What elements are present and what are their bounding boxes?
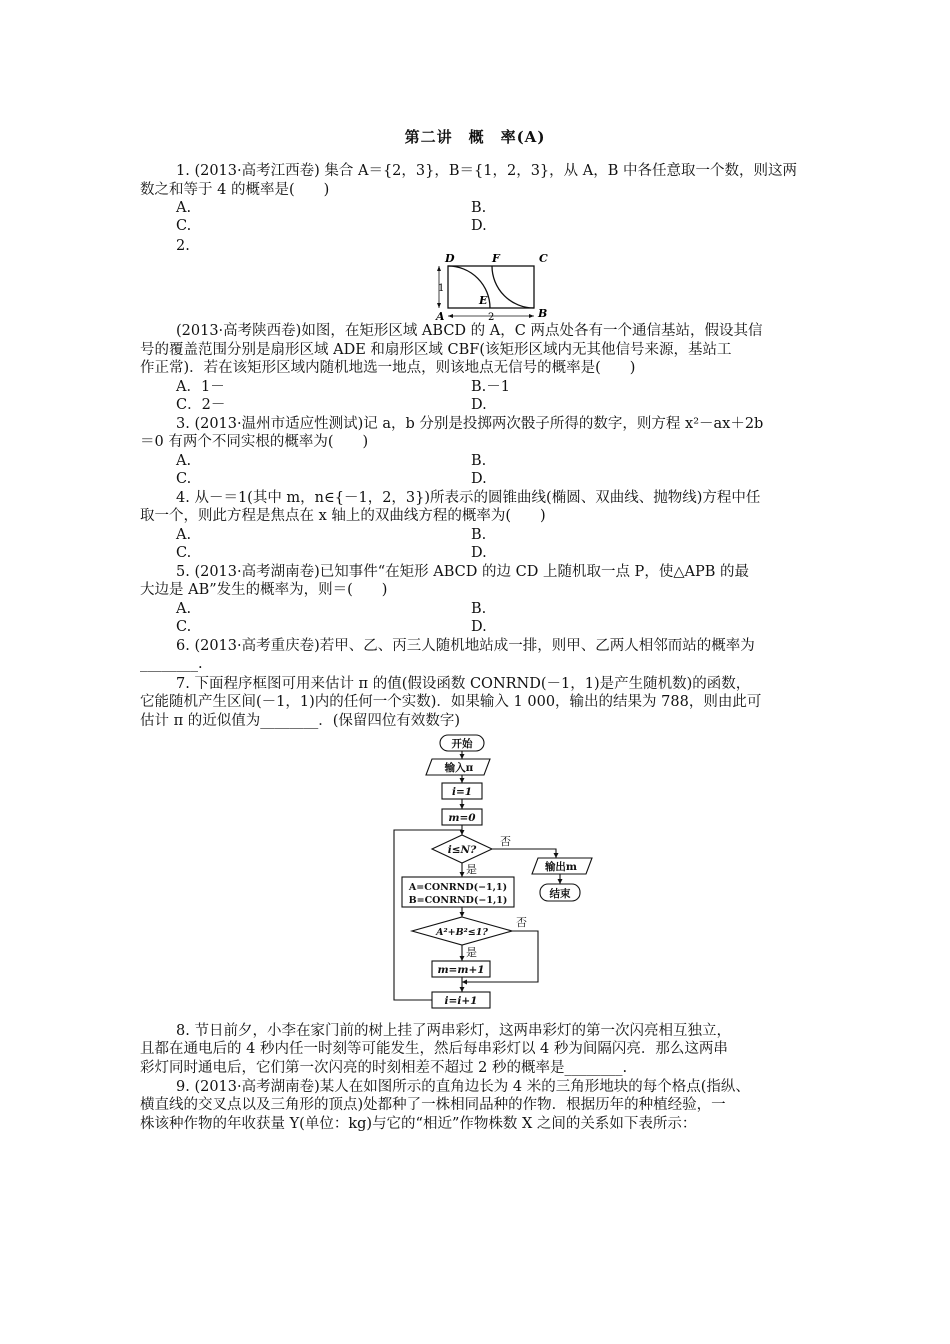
flow-output-text: 输出m: [544, 861, 578, 873]
label-1: 1: [438, 283, 445, 294]
q1-option-b: B.: [471, 200, 487, 216]
q4-line-2: 取一个，则此方程是焦点在 x 轴上的双曲线方程的概率为( ): [140, 508, 546, 524]
q7-line-3: 估计 π 的近似值为________．(保留四位有效数字): [140, 713, 461, 729]
q7-flowchart: [380, 732, 610, 1022]
q3-option-a: A.: [176, 453, 192, 469]
q3-option-d: D.: [471, 471, 487, 487]
flow-assign-b-text: B=CONRND(−1,1): [408, 895, 508, 906]
q2-option-d: D.: [471, 397, 487, 413]
flow-start-text: 开始: [451, 738, 473, 750]
flow-assign-a-text: A=CONRND(−1,1): [408, 882, 508, 893]
flow-end-text: 结束: [549, 888, 571, 900]
q2-option-a: A．1－: [176, 379, 225, 395]
q2-option-c: C．2－: [176, 397, 226, 413]
q2-option-b: B.－1: [471, 379, 510, 395]
label-b: B: [538, 307, 548, 320]
q9-line-1: 9. (2013·高考湖南卷)某人在如图所示的直角边长为 4 米的三角形地块的每个格点(指纵、: [176, 1079, 750, 1095]
label-f: F: [492, 252, 500, 265]
label-d: D: [445, 252, 455, 265]
q5-option-a: A.: [176, 601, 192, 617]
flow-yes2-label: 是: [466, 946, 477, 959]
q5-option-b: B.: [471, 601, 487, 617]
flow-input-text: 输入π: [444, 762, 474, 774]
q1-option-c: C.: [176, 218, 192, 234]
q4-option-b: B.: [471, 527, 487, 543]
flow-cond2-text: A²+B²≤1?: [436, 927, 488, 938]
q4-option-a: A.: [176, 527, 192, 543]
q2-line-2: 号的覆盖范围分别是扇形区域 ADE 和扇形区域 CBF(该矩形区域内无其他信号来源，基站工: [140, 342, 732, 358]
q5-option-c: C.: [176, 619, 192, 635]
flow-init-i-text: i=1: [451, 786, 473, 798]
q9-line-3: 株该种作物的年收获量 Y(单位：kg)与它的“相近”作物株数 X 之间的关系如下表所示：: [140, 1116, 697, 1132]
q7-line-2: 它能随机产生区间(－1，1)内的任何一个实数)．如果输入 1 000，输出的结果为 788，则由此可: [140, 694, 762, 710]
q9-line-2: 横直线的交叉点以及三角形的顶点)处都种了一株相同品种的作物．根据历年的种植经验，一: [140, 1097, 726, 1113]
q6-line-1: 6. (2013·高考重庆卷)若甲、乙、丙三人随机地站成一排，则甲、乙两人相邻而站的概率为: [176, 638, 755, 654]
q4-line-1: 4. 从－＝1(其中 m，n∈{－1，2，3})所表示的圆锥曲线(椭圆、双曲线、抛物线)方程中任: [176, 490, 761, 506]
flow-no1-label: 否: [500, 835, 511, 848]
flow-cond1-text: i≤N?: [447, 844, 477, 856]
q8-line-2: 且都在通电后的 4 秒内任一时刻等可能发生，然后每串彩灯以 4 秒为间隔闪亮．那么这两串: [140, 1041, 728, 1057]
flow-init-m-text: m=0: [448, 812, 476, 824]
q3-option-c: C.: [176, 471, 192, 487]
q2-number: 2.: [176, 238, 190, 254]
q8-line-3: 彩灯同时通电后，它们第一次闪亮的时刻相差不超过 2 秒的概率是________.: [140, 1060, 628, 1076]
q1-option-a: A.: [176, 200, 192, 216]
q3-line-2: ＝0 有两个不同实根的概率为( ): [140, 434, 369, 450]
label-2: 2: [488, 312, 495, 322]
flow-incm-text: m=m+1: [437, 964, 485, 976]
q2-line-3: 作正常)．若在该矩形区域内随机地选一地点，则该地点无信号的概率是( ): [140, 360, 636, 376]
q5-line-2: 大边是 AB”发生的概率为，则＝( ): [140, 582, 388, 598]
q2-rectangle-figure: [430, 250, 560, 322]
flow-yes1-label: 是: [466, 863, 477, 876]
q6-line-2: ________.: [140, 656, 203, 672]
q8-line-1: 8. 节日前夕，小李在家门前的树上挂了两串彩灯，这两串彩灯的第一次闪亮相互独立，: [176, 1023, 731, 1039]
q7-line-1: 7. 下面程序框图可用来估计 π 的值(假设函数 CONRND(－1，1)是产生随机数)的函数，: [176, 676, 751, 692]
q1-option-d: D.: [471, 218, 487, 234]
q4-option-c: C.: [176, 545, 192, 561]
q1-line-2: 数之和等于 4 的概率是( ): [140, 182, 330, 198]
q2-line-1: (2013·高考陕西卷)如图，在矩形区域 ABCD 的 A，C 两点处各有一个通信基站，假设其信: [176, 323, 763, 339]
q5-option-d: D.: [471, 619, 487, 635]
flow-no2-label: 否: [516, 916, 527, 929]
q5-line-1: 5. (2013·高考湖南卷)已知事件“在矩形 ABCD 的边 CD 上随机取一点 P，使△APB 的最: [176, 564, 749, 580]
label-a: A: [436, 310, 445, 322]
flow-inci-text: i=i+1: [444, 995, 478, 1007]
q4-option-d: D.: [471, 545, 487, 561]
q1-line-1: 1. (2013·高考江西卷) 集合 A＝{2，3}，B＝{1，2，3}，从 A，B 中各任意取一个数，则这两: [176, 163, 797, 179]
label-e: E: [479, 294, 488, 307]
q3-option-b: B.: [471, 453, 487, 469]
label-c: C: [539, 252, 548, 265]
page-title: 第二讲 概 率(A): [404, 128, 546, 146]
q3-line-1: 3. (2013·温州市适应性测试)记 a，b 分别是投掷两次骰子所得的数字，则方程 x²－ax＋2b: [176, 416, 764, 432]
